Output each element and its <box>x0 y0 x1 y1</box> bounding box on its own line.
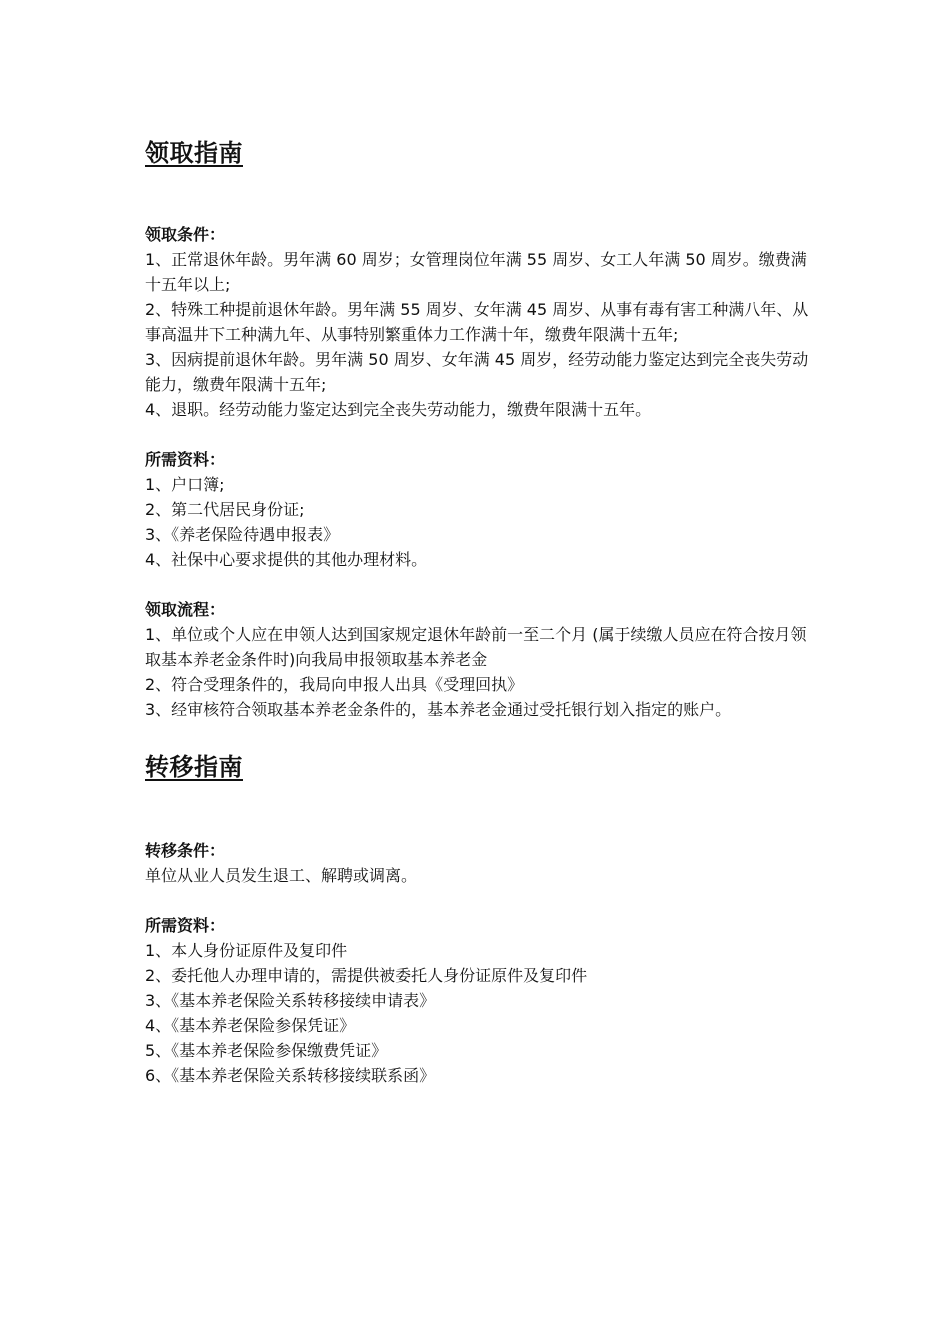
list-item: 1、本人身份证原件及复印件 <box>145 941 348 960</box>
transfer-conditions-heading: 转移条件： <box>145 841 226 860</box>
list-item: 单位从业人员发生退工、解聘或调离。 <box>145 866 418 885</box>
transfer-conditions-block <box>145 838 815 888</box>
list-item: 2、委托他人办理申请的，需提供被委托人身份证原件及复印件 <box>145 966 588 985</box>
list-item: 4、社保中心要求提供的其他办理材料。 <box>145 550 428 569</box>
claim-conditions-heading: 领取条件： <box>145 225 226 244</box>
list-item: 2、特殊工种提前退休年龄。男年满 55 周岁、女年满 45 周岁、从事有毒有害工种满八年、从事高温井下工种满九年、从事特别繁重体力工作满十年，缴费年限满十五年; <box>145 300 809 344</box>
list-item: 4、《基本养老保险参保凭证》 <box>145 1016 356 1035</box>
list-item: 3、《养老保险待遇申报表》 <box>145 525 340 544</box>
claim-process-heading: 领取流程： <box>145 600 226 619</box>
list-item: 3、经审核符合领取基本养老金条件的，基本养老金通过受托银行划入指定的账户。 <box>145 700 732 719</box>
list-item: 1、户口簿; <box>145 475 225 494</box>
claim-process-block <box>145 597 815 722</box>
list-item: 2、符合受理条件的，我局向申报人出具《受理回执》 <box>145 675 524 694</box>
list-item: 3、《基本养老保险关系转移接续申请表》 <box>145 991 436 1010</box>
section-title-transfer-guide: 转移指南 <box>145 753 243 781</box>
claim-materials-block <box>145 447 815 572</box>
transfer-materials-heading: 所需资料： <box>145 916 226 935</box>
document-page <box>145 0 815 1088</box>
claim-conditions-block <box>145 222 815 422</box>
list-item: 6、《基本养老保险关系转移接续联系函》 <box>145 1066 436 1085</box>
list-item: 5、《基本养老保险参保缴费凭证》 <box>145 1041 388 1060</box>
section-title-claim-guide: 领取指南 <box>145 139 243 167</box>
list-item: 1、单位或个人应在申领人达到国家规定退休年龄前一至二个月 (属于续缴人员应在符合按月领取基本养老金条件时)向我局申报领取基本养老金 <box>145 625 807 669</box>
list-item: 2、第二代居民身份证; <box>145 500 305 519</box>
list-item: 3、因病提前退休年龄。男年满 50 周岁、女年满 45 周岁，经劳动能力鉴定达到完全丧失劳动能力，缴费年限满十五年; <box>145 350 809 394</box>
transfer-materials-block <box>145 913 815 1088</box>
list-item: 1、正常退休年龄。男年满 60 周岁；女管理岗位年满 55 周岁、女工人年满 50 周岁。缴费满十五年以上; <box>145 250 807 294</box>
list-item: 4、退职。经劳动能力鉴定达到完全丧失劳动能力，缴费年限满十五年。 <box>145 400 652 419</box>
claim-materials-heading: 所需资料： <box>145 450 226 469</box>
